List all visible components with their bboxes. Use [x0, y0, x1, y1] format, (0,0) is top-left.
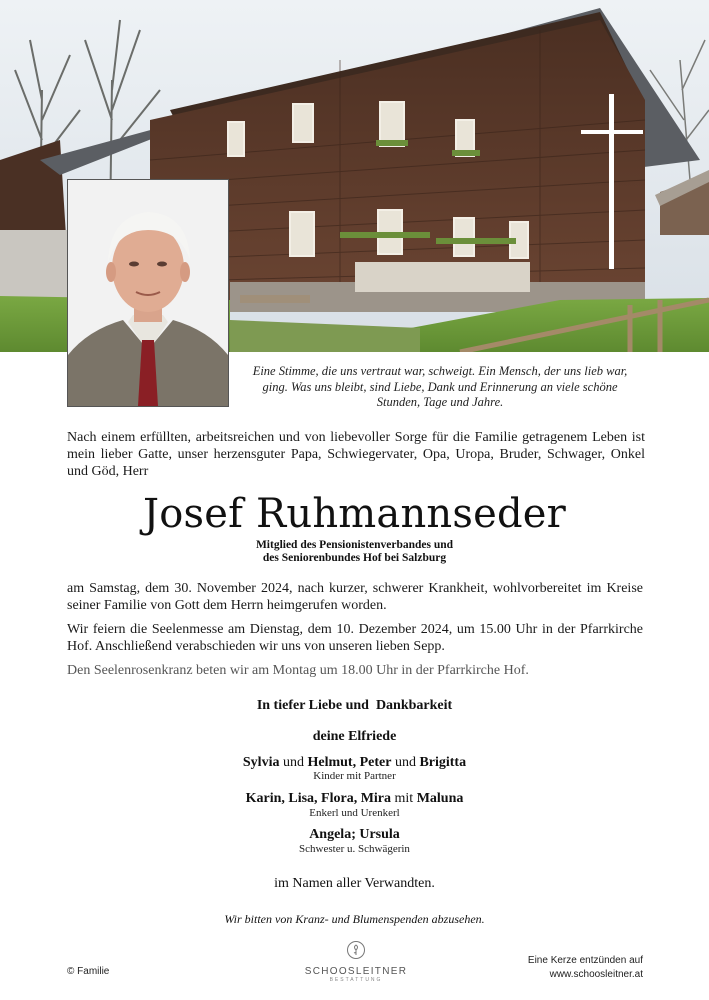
rosary-paragraph: Den Seelenrosenkranz beten wir am Montag um 18.00 Uhr in der Pfarrkirche Hof.	[67, 663, 529, 678]
rose-logo-icon	[346, 940, 366, 960]
membership-line-1: Mitglied des Pensionistenverbandes und	[255, 539, 454, 551]
siblings-relation: Schwester u. Schwägerin	[299, 843, 410, 855]
membership-block	[0, 539, 709, 565]
closing-line: In tiefer Liebe und Dankbarkeit	[256, 698, 453, 713]
deceased-portrait	[67, 179, 229, 407]
conjunction: mit	[394, 791, 414, 806]
candle-notice	[528, 954, 643, 982]
children-names	[0, 755, 709, 771]
funeral-home-logo[interactable]	[304, 940, 408, 983]
photo-copyright: © Familie	[67, 966, 110, 977]
deceased-name: Josef Ruhmannseder	[143, 491, 566, 537]
child-name-c: Brigitta	[419, 755, 467, 770]
relatives-line: im Namen aller Verwandten.	[274, 876, 435, 891]
portrait-image	[68, 180, 228, 406]
child-name-b: Helmut, Peter	[307, 755, 392, 770]
mass-paragraph: Wir feiern die Seelenmesse am Dienstag, dem 10. Dezember 2024, um 15.00 Uhr in der Pfarrkirche Hof. Anschließend verabschieden wir uns von unseren lieben Sepp.	[67, 622, 643, 654]
grandchildren-relation: Enkerl und Urenkerl	[309, 807, 400, 819]
grandchildren-name-a: Karin, Lisa, Flora, Mira	[245, 791, 392, 806]
conjunction: und	[394, 755, 416, 770]
grandchildren-name-b: Maluna	[416, 791, 464, 806]
logo-name: SCHOOSLEITNER	[304, 966, 408, 977]
siblings-names	[0, 827, 709, 843]
memorial-quote: Eine Stimme, die uns vertraut war, schweigt. Ein Mensch, der uns lieb war, ging. Was uns bleibt, sind Liebe, Dank und Erinnerung an viele schöne Stunden, Tage und Jahre.	[252, 364, 628, 409]
death-notice-paragraph: am Samstag, dem 30. November 2024, nach kurzer, schwerer Krankheit, wohlvorbereitet im Kreise seiner Familie von Gott dem Herrn heimgerufen worden.	[67, 581, 643, 613]
grandchildren-names	[0, 791, 709, 807]
child-name-a: Sylvia	[242, 755, 280, 770]
children-relation: Kinder mit Partner	[313, 770, 396, 782]
wife-line: deine Elfriede	[312, 729, 397, 744]
membership-line-2: des Seniorenbundes Hof bei Salzburg	[262, 552, 447, 564]
sibling-names: Angela; Ursula	[309, 827, 400, 842]
candle-link[interactable]: www.schoosleitner.at	[549, 969, 643, 980]
conjunction: und	[282, 755, 304, 770]
logo-subtitle: BESTATTUNG	[329, 977, 383, 983]
intro-paragraph: Nach einem erfüllten, arbeitsreichen und von liebevoller Sorge für die Familie getragenem Leben ist mein lieber Gatte, unser herzensguter Papa, Schwiegervater, Opa, Uropa, Bruder, Schwager, Onkel und Göd, Herr	[67, 430, 645, 479]
candle-text: Eine Kerze entzünden auf	[527, 955, 643, 966]
donation-wish: Wir bitten von Kranz- und Blumenspenden abzusehen.	[224, 912, 485, 926]
